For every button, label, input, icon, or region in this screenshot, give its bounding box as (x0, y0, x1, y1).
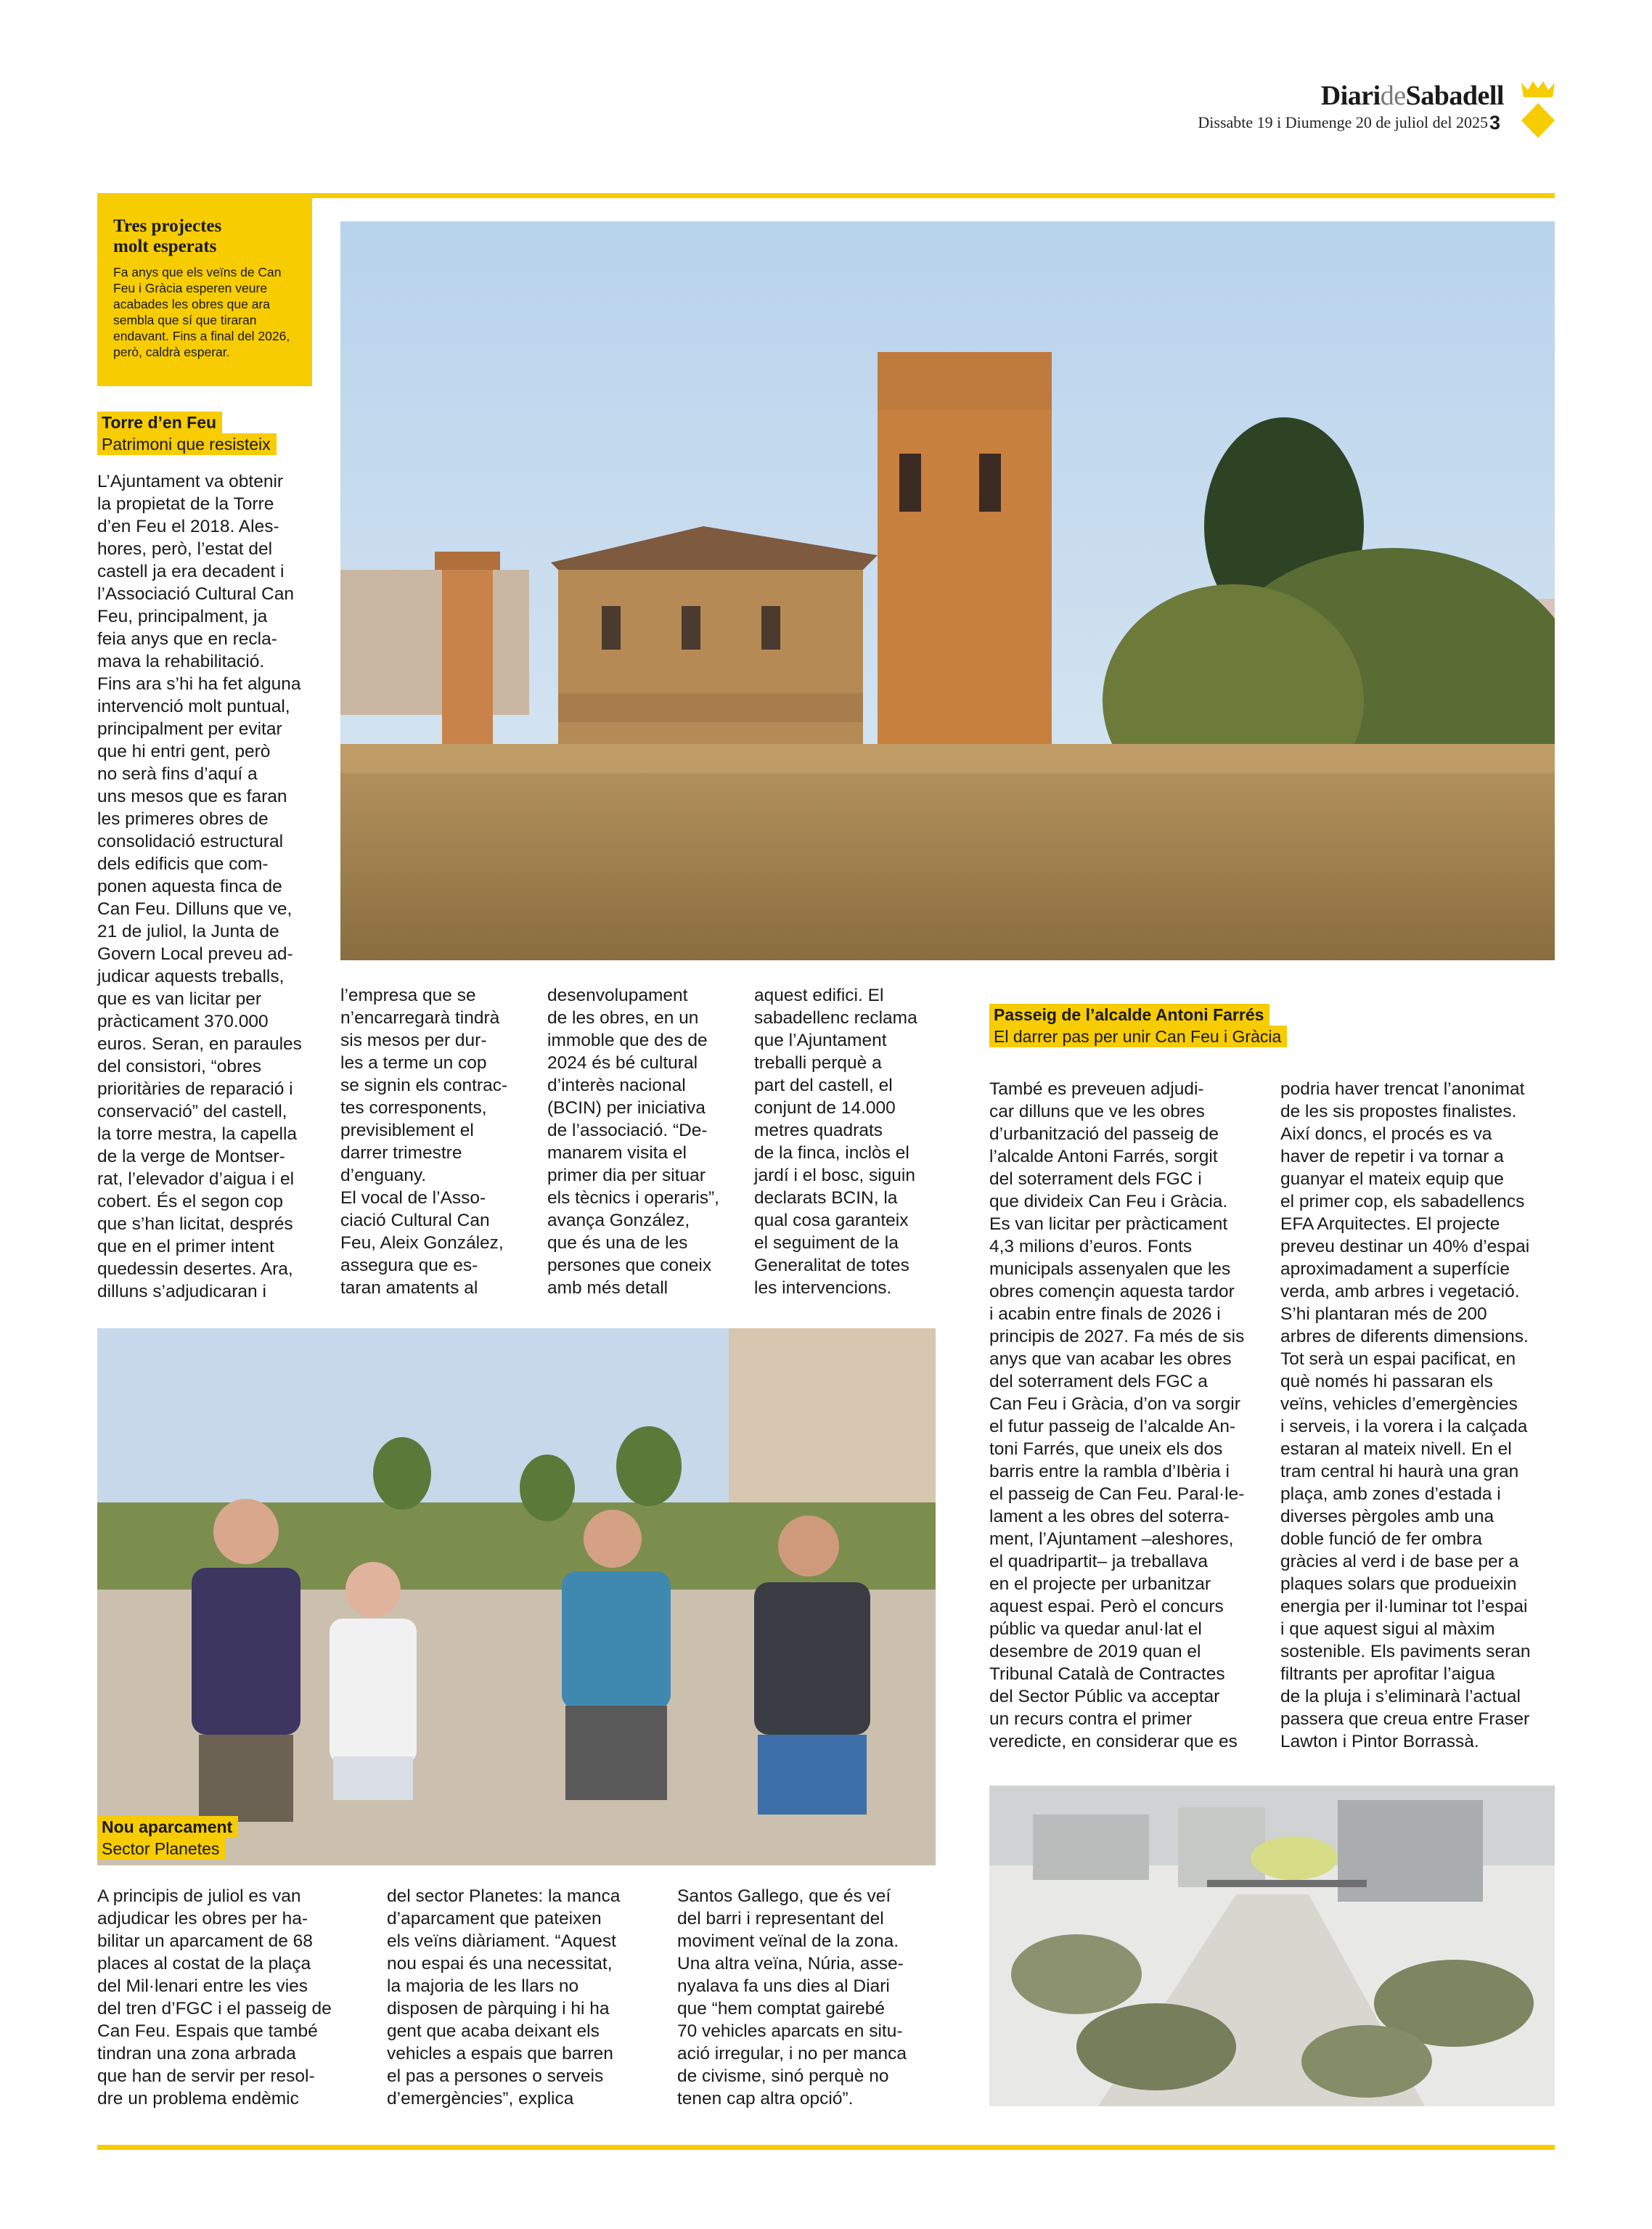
torre-column-3: desenvolupament de les obres, en un immoble que des de 2024 és bé cultural d’interès nacional (BCIN) per iniciativa de l’associació. “De- manarem visita el primer dia per situar els tècnics i operaris”, avança González, que és una de les persones que coneix amb més detall (547, 986, 719, 1298)
crown-diamond-logo-icon (1518, 78, 1558, 141)
sidebar-title-line1: Tres projectes (113, 216, 222, 236)
passeig-column-1: També es preveuen adjudi- car dilluns que ve les obres d’urbanització del passeig de l’alcalde Antoni Farrés, sorgit del soterrament dels FGC i que divideix Can Feu i Gràcia. Es van licitar per pràcticament 4,3 milions d’euros. Fonts municipals assenyalen que les obres començin aquesta tardor i acabin entre finals de 2026 i principis de 2027. Fa més de sis anys que van acabar les obres del soterrament dels FGC a Can Feu i Gràcia, d’on va sorgir el futur passeig de l’alcalde An- toni Farrés, que uneix els dos barris entre la rambla d’Ibèria i el passeig de Can Feu. Paral·le- lament a les obres del soterra- ment, l’Ajuntament –aleshores, el quadripartit– ja treballava en el projecte per urbanitzar aquest espai. Però el concurs públic va quedar anul·lat el desembre de 2019 quan el Tribunal Català de Contractes del Sector Públic va acceptar un recurs contra el primer veredicte, en considerar que es (989, 1079, 1245, 1751)
bottom-rule (97, 2145, 1555, 2150)
dateline: Dissabte 19 i Diumenge 20 de juliol del 2025 (1198, 113, 1488, 131)
sidebar-title (113, 216, 287, 257)
section-title-torre: Torre d’en Feu (97, 412, 222, 433)
aparcament-column-3: Santos Gallego, que és veí del barri i representant del moviment veïnal de la zona. Una altra veïna, Núria, asse- nyalava fa uns dies al Diari que “hem comptat gairebé 70 vehicles aparcats en situ- ació irregular, i no per manca de civisme, sinó perquè no tenen cap altra opció”. (677, 1886, 907, 2109)
passeig-column-2: podria haver trencat l’anonimat de les sis propostes finalistes. Així doncs, el procés es va haver de repetir i va tornar a guanyar el mateix equip que el primer cop, els sabadellencs EFA Arquitectes. El projecte preveu destinar un 40% d’espai aproximadament a superfície verda, amb arbres i vegetació. S’hi plantaran més de 200 arbres de diferents dimensions. Tot serà un espai pacificat, en què només hi passaran els veïns, vehicles d’emergències i serveis, i la vorera i la calçada estaran al mateix nivell. En el tram central hi haurà una gran plaça, amb zones d’estada i diverses pèrgoles amb una doble funció de fer ombra gràcies al verd i de base per a plaques solars que produeixin energia per il·luminar tot l’espai i que aquest sigui al màxim sostenible. Els paviments seran filtrants per aprofitar l’aigua de la pluja i s’eliminarà l’actual passera que creua entre Fraser Lawton i Pintor Borrassà. (1280, 1079, 1531, 1751)
section-tag-torre (97, 412, 277, 455)
sidebar-title-line2: molt esperats (113, 237, 217, 256)
section-title-passeig: Passeig de l’alcalde Antoni Farrés (989, 1004, 1269, 1026)
brand-de: de (1380, 81, 1406, 111)
aparcament-column-1: A principis de juliol es van adjudicar les obres per ha- bilitar un aparcament de 68 places al costat de la plaça del Mil·lenari entre les vies del tren d’FGC i el passeig de Can Feu. Espais que també tindran una zona arbrada que han de servir per resol- dre un problema endèmic (97, 1886, 332, 2109)
torre-column-4: aquest edifici. El sabadellenc reclama que l’Ajuntament treballi perquè a part del castell, el conjunt de 14.000 metres quadrats de la finca, inclòs el jardí i el bosc, siguin declarats BCIN, la qual cosa garanteix el seguiment de la Generalitat de totes les intervencions. (754, 986, 917, 1298)
top-rule (97, 193, 1555, 198)
brand-diari: Diari (1320, 81, 1381, 111)
neighbors-photo (97, 1328, 936, 1865)
section-subtitle-passeig: El darrer pas per unir Can Feu i Gràcia (989, 1026, 1287, 1047)
castle-photo (340, 221, 1555, 960)
page-number: 3 (1489, 112, 1501, 134)
section-tag-passeig (989, 1004, 1287, 1047)
section-subtitle-torre: Patrimoni que resisteix (97, 433, 277, 455)
sidebar-text: Fa anys que els veïns de Can Feu i Gràcia esperen veure acabades les obres que ara sembla que sí que tiraran endavant. Fins a final del 2026, però, caldrà esperar. (113, 265, 290, 359)
brand-sabadell: Sabadell (1405, 81, 1504, 111)
sidebar-box (97, 195, 312, 386)
torre-column-1: L’Ajuntament va obtenir la propietat de la Torre d’en Feu el 2018. Ales- hores, però, l’estat del castell ja era decadent i l’Associació Cultural Can Feu, principalment, ja feia anys que en recla- mava la rehabilitació. Fins ara s’hi ha fet alguna intervenció molt puntual, principalment per evitar que hi entri gent, però no serà fins d’aquí a uns mesos que es faran les primeres obres de consolidació estructural dels edificis que com- ponen aquesta finca de Can Feu. Dilluns que ve, 21 de juliol, la Junta de Govern Local preveu ad- judicar aquests treballs, que es van licitar per pràcticament 370.000 euros. Seran, en paraules del consistori, “obres prioritàries de reparació i conservació” del castell, la torre mestra, la capella de la verge de Montser- rat, l’elevador d’aigua i el cobert. És el segon cop que s’han licitat, després que en el primer intent quedessin desertes. Ara, dilluns s’adjudicaran i (97, 472, 302, 1301)
section-title-aparcament: Nou aparcament (97, 1816, 238, 1838)
section-tag-aparcament (97, 1816, 238, 1860)
masthead (1321, 80, 1504, 112)
torre-column-2: l’empresa que se n’encarregarà tindrà sis mesos per dur- les a terme un cop se signin els contrac- tes corresponents, previsiblement el darrer trimestre d’enguany. El vocal de l’Asso- ciació Cultural Can Feu, Aleix González, assegura que es- taran amatents al (340, 986, 508, 1298)
aparcament-column-2: del sector Planetes: la manca d’aparcament que pateixen els veïns diàriament. “Aquest nou espai és una necessitat, la majoria de les llars no disposen de pàrquing i hi ha gent que acaba deixant els vehicles a espais que barren el pas a persones o serveis d’emergències”, explica (387, 1886, 621, 2109)
section-subtitle-aparcament: Sector Planetes (97, 1838, 225, 1860)
passeig-rendering (989, 1786, 1555, 2106)
